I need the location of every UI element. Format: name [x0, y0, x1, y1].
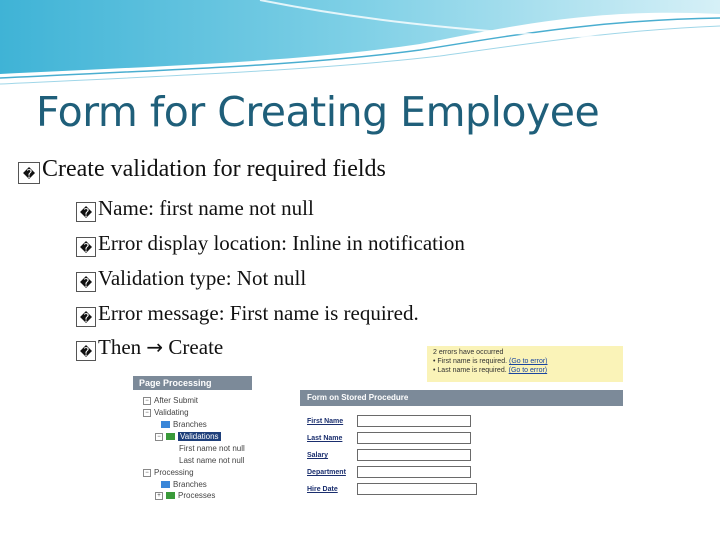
- tree-node-label: Validations: [180, 432, 219, 441]
- tree-node-selected[interactable]: [155, 432, 221, 441]
- form-row: [307, 469, 346, 476]
- sub-bullet-text: Validation type: Not null: [98, 266, 307, 290]
- page-processing-header: Page Processing: [133, 376, 252, 390]
- tree-node[interactable]: [161, 480, 207, 489]
- branch-icon: [161, 421, 170, 428]
- slide-title: Form for Creating Employee: [36, 88, 600, 136]
- right-arrow-icon: →: [146, 335, 164, 359]
- hire-date-input[interactable]: [357, 483, 477, 495]
- expand-toggle-icon[interactable]: +: [155, 492, 163, 500]
- form-row: [307, 435, 342, 442]
- field-label: Salary: [307, 452, 329, 459]
- collapse-toggle-icon[interactable]: −: [143, 397, 151, 405]
- tree-node[interactable]: [143, 396, 198, 405]
- tree-node[interactable]: [155, 491, 215, 500]
- tree-node[interactable]: [179, 456, 244, 465]
- bullet-item: [18, 156, 386, 184]
- collapse-toggle-icon[interactable]: −: [155, 433, 163, 441]
- go-to-error-link[interactable]: (Go to error): [508, 367, 548, 374]
- form-header: Form on Stored Procedure: [300, 390, 623, 406]
- bullet-text: Create validation for required fields: [42, 156, 386, 182]
- sub-bullet-item: [76, 231, 465, 257]
- tree-node-label: Validating: [154, 408, 189, 417]
- last-name-input[interactable]: [357, 432, 471, 444]
- bullet-missing-glyph-icon: �: [76, 202, 96, 222]
- go-to-error-link[interactable]: (Go to error): [509, 358, 548, 365]
- error-item: • Last name is required. (Go to error): [433, 367, 548, 374]
- salary-input[interactable]: [357, 449, 471, 461]
- sub-bullet-item: [76, 301, 419, 327]
- field-label: Last Name: [307, 435, 343, 442]
- form-row: [307, 452, 328, 459]
- form-screenshot: [300, 390, 623, 492]
- page-processing-screenshot: [133, 376, 252, 500]
- sub-bullet-text: Error display location: Inline in notification: [98, 231, 465, 255]
- bullet-missing-glyph-icon: �: [18, 162, 40, 184]
- tree-node[interactable]: [161, 420, 207, 429]
- bullet-missing-glyph-icon: �: [76, 341, 96, 361]
- sub-bullet-text: Error message: First name is required.: [98, 301, 419, 325]
- form-row: [307, 486, 338, 493]
- form-row: [307, 418, 343, 425]
- field-label: Department: [307, 469, 346, 476]
- sub-bullet-text: Then: [98, 335, 147, 359]
- tree-node-label: Branches: [173, 480, 207, 489]
- bullet-missing-glyph-icon: �: [76, 307, 96, 327]
- tree-node-label: Branches: [173, 420, 207, 429]
- bullet-missing-glyph-icon: �: [76, 272, 96, 292]
- sub-bullet-text: Name: first name not null: [98, 196, 314, 220]
- sub-bullet-item: [76, 335, 223, 361]
- tree-node[interactable]: [143, 468, 194, 477]
- error-notification: [427, 346, 623, 382]
- tree-node-label: First name not null: [179, 444, 245, 453]
- sub-bullet-item: [76, 266, 306, 292]
- error-summary: 2 errors have occurred: [433, 349, 504, 356]
- field-label: First Name: [307, 418, 344, 425]
- branch-icon: [161, 481, 170, 488]
- header-wave-decoration: [0, 0, 720, 90]
- error-item: • First name is required. (Go to error): [433, 358, 548, 365]
- first-name-input[interactable]: [357, 415, 471, 427]
- tree-node-label: Processing: [154, 468, 194, 477]
- tree-node[interactable]: [143, 408, 189, 417]
- tree-node-label: Processes: [178, 491, 216, 500]
- error-text: Last name is required.: [437, 367, 507, 374]
- department-input[interactable]: [357, 466, 471, 478]
- bullet-missing-glyph-icon: �: [76, 237, 96, 257]
- sub-bullet-item: [76, 196, 314, 222]
- tree-node-label: Last name not null: [179, 456, 245, 465]
- collapse-toggle-icon[interactable]: −: [143, 409, 151, 417]
- collapse-toggle-icon[interactable]: −: [143, 469, 151, 477]
- sub-bullet-text: Create: [163, 335, 224, 359]
- validation-icon: [166, 433, 175, 440]
- field-label: Hire Date: [307, 486, 338, 493]
- tree-node[interactable]: [179, 444, 245, 453]
- error-text: First name is required.: [437, 358, 508, 365]
- tree-node-label: After Submit: [154, 396, 199, 405]
- process-icon: [166, 492, 175, 499]
